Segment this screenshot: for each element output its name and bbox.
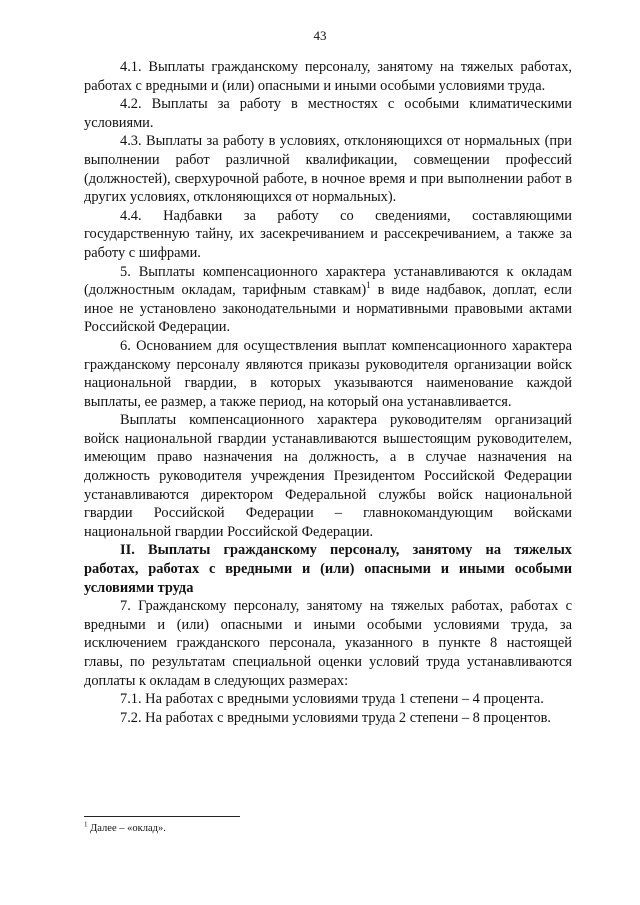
document-body xyxy=(84,58,572,727)
paragraph-4-4: 4.4. Надбавки за работу со сведениями, составляющими государственную тайну, их засекречиванием и рассекречиванием, а также за работу с шифрами. xyxy=(84,207,572,261)
page-number: 43 xyxy=(313,28,327,43)
section-heading: II. Выплаты гражданскому персоналу, занятому на тяжелых работах, работах с вредными и (или) опасными и иными особыми условиями труда xyxy=(84,542,572,596)
paragraph-4-2: 4.2. Выплаты за работу в местностях с особыми климатическими условиями. xyxy=(84,96,572,131)
paragraph-7-1: 7.1. На работах с вредными условиями труда 1 степени – 4 процента. xyxy=(120,691,544,708)
paragraph-5-text-a: 5. Выплаты компенсационного характера устанавливаются к окладам (должностным окладам, тарифным ставкам) xyxy=(84,263,572,299)
paragraph-7: 7. Гражданскому персоналу, занятому на тяжелых работах, работах с вредными и (или) опасными и иными особыми условиями труда, за исключением гражданского персонала, указанного в пункте 8 настоящей главы, по результатам специальной оценки условий труда устанавливаются доплаты к окладам в следующих размерах: xyxy=(84,598,572,689)
paragraph-6-continued: Выплаты компенсационного характера руководителям организаций войск национальной гвардии устанавливаются вышестоящим руководителем, имеющим право назначения на должность, а в случае назначения на должность руководителя учреждения Президентом Российской Федерации устанавливаются директором Федеральной службы войск национальной гвардии Российской Федерации – главнокомандующим войсками национальной гвардии Российской Федерации. xyxy=(84,412,572,540)
paragraph-5 xyxy=(84,263,572,337)
paragraph-4-1: 4.1. Выплаты гражданскому персоналу, занятому на тяжелых работах, работах с вредными и (или) опасными и иными особыми условиями труда. xyxy=(84,59,572,94)
footnote-text: Далее – «оклад». xyxy=(87,823,166,834)
footnote-divider xyxy=(84,816,240,817)
footnote-marker: 1 xyxy=(84,820,88,829)
paragraph-7-2: 7.2. На работах с вредными условиями труда 2 степени – 8 процентов. xyxy=(120,709,552,726)
paragraph-5-text-b: в виде надбавок, доплат, если иное не установлено законодательными и нормативными правовыми актами Российской Федерации. xyxy=(84,282,572,336)
footnote xyxy=(84,822,166,835)
paragraph-6: 6. Основанием для осуществления выплат компенсационного характера гражданскому персоналу являются приказы руководителя организации войск национальной гвардии, в которых указываются наименование каждой выплаты, ее размер, а также период, на который она устанавливается. xyxy=(84,337,572,410)
footnote-reference: 1 xyxy=(366,280,371,291)
paragraph-4-3: 4.3. Выплаты за работу в условиях, отклоняющихся от нормальных (при выполнении работ различной квалификации, совмещении профессий (должностей), сверхурочной работе, в ночное время и при выполнении работ в других условиях, отклоняющихся от нормальных). xyxy=(84,133,572,206)
